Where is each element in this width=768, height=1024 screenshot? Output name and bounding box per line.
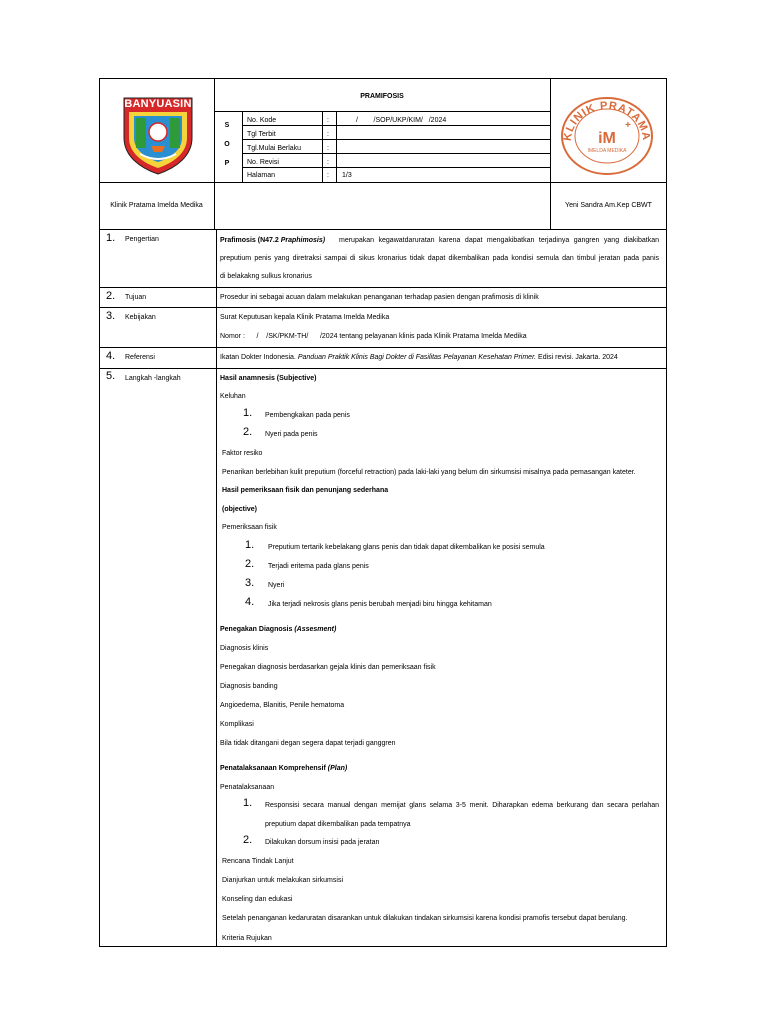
row-line — [99, 287, 667, 288]
referensi-book-title: Panduan Praktik Klinis Bagi Dokter di Fasilitas Pelayanan Kesehatan Primer. — [297, 354, 537, 361]
clinic-name: Klinik Pratama Imelda Medika — [110, 202, 203, 209]
document-title: PRAMIFOSIS — [360, 93, 404, 100]
field-label-no-revisi: No. Revisi — [247, 159, 279, 166]
field-label-no-kode: No. Kode — [247, 117, 277, 124]
plan-item-1-line-2: preputium dapat dikembalikan pada tempatnya — [265, 821, 411, 828]
plan-title-text: Penatalaksanaan Komprehensif — [220, 765, 326, 772]
sop-row-line — [242, 167, 550, 168]
sop-divider — [322, 111, 323, 182]
pengertian-line-1-rest: merupakan kegawatdaruratan karena dapat mengakibatkan terjadinya gangren yang diakibatkan — [339, 237, 659, 244]
list-number: 3. — [245, 577, 255, 589]
field-sep: : — [327, 145, 329, 152]
section-number: 3. — [106, 310, 116, 322]
field-sep: : — [327, 172, 329, 179]
signer-name: Yeni Sandra Am.Kep CBWT — [565, 202, 652, 209]
header-divider — [99, 182, 667, 183]
pemeriksaan-item: Terjadi eritema pada glans penis — [268, 563, 369, 570]
sop-divider — [242, 111, 243, 182]
list-number: 1. — [243, 407, 253, 419]
kebijakan-line-2: Nomor : / /SK/PKM-TH/ /2024 tentang pelayanan klinis pada Klinik Pratama Imelda Medika — [220, 333, 527, 340]
dx-banding-text: Angioedema, Blanitis, Penile hematoma — [220, 702, 345, 709]
rencana-label: Rencana Tindak Lanjut — [222, 858, 294, 865]
referensi-author: Ikatan Dokter Indonesia. — [220, 354, 296, 361]
field-value-halaman: 1/3 — [342, 172, 352, 179]
keluhan-item: Pembengkakan pada penis — [265, 412, 350, 419]
list-number: 4. — [245, 596, 255, 608]
sop-row-line — [242, 153, 550, 154]
sop-row-line — [242, 139, 550, 140]
referensi-text — [220, 353, 618, 362]
sop-letter-p: P — [224, 160, 230, 167]
keluhan-item: Nyeri pada penis — [265, 431, 318, 438]
svg-text:+: + — [625, 120, 631, 131]
assessment-title — [220, 625, 336, 634]
kriteria-label: Kriteria Rujukan — [222, 935, 272, 942]
pemeriksaan-item: Jika terjadi nekrosis glans penis berubah menjadi biru hingga kehitaman — [268, 601, 492, 608]
clinic-sub-text: IMELDA MEDIKA — [587, 148, 627, 154]
pengertian-term: Prafimosis (N47.2 — [220, 237, 279, 244]
row-line — [99, 347, 667, 348]
konseling-label: Konseling dan edukasi — [222, 896, 293, 903]
pemeriksaan-item: Nyeri — [268, 582, 285, 589]
kebijakan-line-1: Surat Keputusan kepala Klinik Pratama Imelda Medika — [220, 314, 390, 321]
clinic-stamp-icon — [557, 95, 657, 177]
komplikasi-text: Bila tidak ditangani degan segera dapat terjadi ganggren — [220, 740, 396, 747]
body-column-divider — [216, 229, 217, 947]
banyuasin-logo — [118, 94, 198, 176]
sop-row-line — [242, 125, 550, 126]
row-line — [99, 307, 667, 308]
header-divider — [99, 229, 667, 230]
dx-klinis-text: Penegakan diagnosis berdasarkan gejala klinis dan pemeriksaan fisik — [220, 664, 436, 671]
section-label-langkah: Langkah -langkah — [125, 375, 181, 382]
pemeriksaan-item: Preputium tertarik kebelakang glans penis dan tidak dapat dikembalikan ke posisi semula — [268, 544, 545, 551]
faktor-title: Faktor resiko — [222, 450, 263, 457]
sop-letter-o: O — [224, 141, 230, 148]
section-label-kebijakan: Kebijakan — [125, 314, 156, 321]
field-value-no-kode: / /SOP/UKP/KIM/ /2024 — [356, 117, 447, 124]
referensi-edition: Edisi revisi. Jakarta. 2024 — [538, 354, 618, 361]
section-number: 4. — [106, 350, 116, 362]
list-number: 2. — [243, 426, 253, 438]
clinic-monogram: iM — [598, 130, 616, 147]
section-number: 5. — [106, 370, 116, 382]
section-label-pengertian: Pengertian — [125, 236, 159, 243]
pengertian-line-1 — [220, 236, 659, 245]
section-label-referensi: Referensi — [125, 354, 155, 361]
header-divider — [214, 111, 550, 112]
dx-banding-label: Diagnosis banding — [220, 683, 278, 690]
komplikasi-label: Komplikasi — [220, 721, 254, 728]
plan-item-1-line-1: Responsisi secara manual dengan memijat glans selama 3-5 menit. Diharapkan edema berkurang dan secara perlahan — [265, 802, 659, 809]
clinic-logo — [557, 95, 657, 177]
pengertian-line-3: di belakakng sulkus kronarius — [220, 273, 312, 280]
subjective-title: Hasil anamnesis (Subjective) — [220, 375, 317, 382]
field-label-tgl-terbit: Tgl Terbit — [247, 131, 276, 138]
assessment-title-tag: (Assesment) — [294, 626, 337, 633]
pengertian-line-2: preputium penis yang diretraksi sampai di sikus kronarius tidak dapat dikembalikan pada kondisi semula dan timbul jeratan pada panis — [220, 255, 659, 262]
sop-letter-s: S — [224, 122, 230, 129]
assessment-title-text: Penegakan Diagnosis — [220, 626, 293, 633]
list-number: 1. — [243, 797, 253, 809]
field-sep: : — [327, 159, 329, 166]
objective-title: Hasil pemeriksaan fisik dan penunjang sederhana — [222, 487, 389, 494]
pemeriksaan-label: Pemeriksaan fisik — [222, 524, 277, 531]
plan-title — [220, 764, 347, 773]
clinic-arc-text: KLINIK PRATAMA — [561, 99, 653, 142]
keluhan-label: Keluhan — [220, 393, 246, 400]
field-sep: : — [327, 117, 329, 124]
rencana-text: Dianjurkan untuk melakukan sirkumsisi — [222, 877, 343, 884]
field-label-halaman: Halaman — [247, 172, 276, 179]
dx-klinis-label: Diagnosis klinis — [220, 645, 269, 652]
list-number: 2. — [243, 834, 253, 846]
section-label-tujuan: Tujuan — [125, 294, 147, 301]
tujuan-text: Prosedur ini sebagai acuan dalam melakukan penanganan terhadap pasien dengan prafimosis di klinik — [220, 294, 539, 301]
sop-divider — [336, 111, 337, 182]
plan-title-tag: (Plan) — [327, 765, 348, 772]
objective-subtitle: (objective) — [222, 506, 258, 513]
pengertian-term-latin: Praphimosis) — [280, 237, 326, 244]
faktor-text: Penarikan berlebihan kulit preputium (forceful retraction) pada laki-laki yang belum din sirkumsisi misalnya pada pemasangan kateter. — [222, 469, 636, 476]
section-number: 2. — [106, 290, 116, 302]
section-number: 1. — [106, 232, 116, 244]
list-number: 1. — [245, 539, 255, 551]
penatalaksanaan-label: Penatalaksanaan — [220, 784, 275, 791]
list-number: 2. — [245, 558, 255, 570]
field-sep: : — [327, 131, 329, 138]
row-line — [99, 368, 667, 369]
plan-item-2: Dilakukan dorsum insisi pada jeratan — [265, 839, 380, 846]
field-label-tgl-mulai: Tgl.Mulai Berlaku — [247, 145, 302, 152]
banyuasin-text: BANYUASIN — [124, 98, 192, 110]
konseling-text: Setelah penanganan kedaruratan disarankan untuk dilakukan tindakan sirkumsisi karena kondisi pramofis tersebut dapat berulang. — [222, 915, 628, 922]
